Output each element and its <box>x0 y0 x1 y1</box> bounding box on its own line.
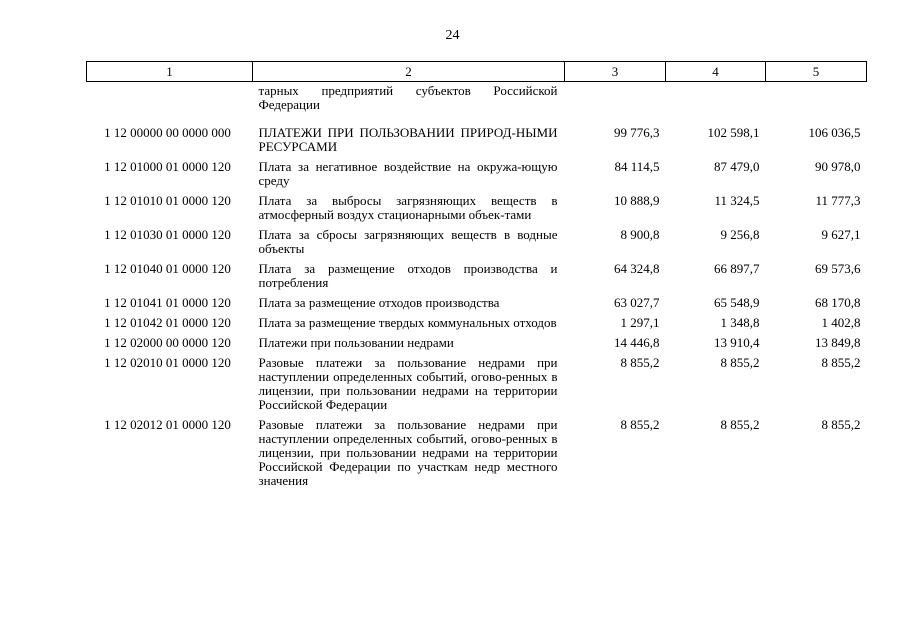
row-name: Платежи при пользовании недрами <box>258 335 454 350</box>
row-value-col4: 11 324,5 <box>714 193 760 208</box>
row-value-col4: 87 479,0 <box>714 159 760 174</box>
row-code: 1 12 02012 01 0000 120 <box>104 417 231 432</box>
row-value-col5: 9 627,1 <box>821 227 861 242</box>
table-row <box>87 194 867 228</box>
row-name: ПЛАТЕЖИ ПРИ ПОЛЬЗОВАНИИ ПРИРОД-НЫМИ РЕСУРСАМИ <box>258 125 558 154</box>
row-code: 1 12 01010 01 0000 120 <box>104 193 231 208</box>
row-code: 1 12 01041 01 0000 120 <box>104 295 231 310</box>
page-number: 24 <box>445 28 460 43</box>
row-code: 1 12 01040 01 0000 120 <box>104 261 231 276</box>
row-name: Плата за выбросы загрязняющих веществ в атмосферный воздух стационарными объек-тами <box>258 193 558 222</box>
table-row <box>87 356 867 418</box>
row-name: Разовые платежи за пользование недрами при наступлении определенных событий, огово-ренных в лицензии, при пользовании недрами на территории Российской Федерации по участкам недр местного значения <box>258 417 558 488</box>
row-value-col5: 106 036,5 <box>808 125 861 140</box>
table-row <box>87 228 867 262</box>
budget-table <box>86 61 867 494</box>
row-value-col4: 8 855,2 <box>720 355 760 370</box>
header-row <box>87 62 867 82</box>
row-value-col5: 68 170,8 <box>815 295 861 310</box>
row-value-col5: 8 855,2 <box>821 417 861 432</box>
row-name: Плата за сбросы загрязняющих веществ в водные объекты <box>258 227 558 256</box>
table-row <box>87 126 867 160</box>
row-value-col3: 99 776,3 <box>614 125 660 140</box>
header-col-3: 3 <box>565 62 666 82</box>
row-value-col4: 13 910,4 <box>714 335 760 350</box>
row-value-col3: 8 855,2 <box>620 355 660 370</box>
header-col-1: 1 <box>87 62 253 82</box>
row-code: 1 12 00000 00 0000 000 <box>104 125 231 140</box>
header-col-2: 2 <box>253 62 565 82</box>
row-code: 1 12 01042 01 0000 120 <box>104 315 231 330</box>
table-row <box>87 316 867 336</box>
row-value-col5: 90 978,0 <box>815 159 861 174</box>
row-value-col3: 8 900,8 <box>620 227 660 242</box>
row-code: 1 12 02000 00 0000 120 <box>104 335 231 350</box>
row-name: Плата за негативное воздействие на окружа-ющую среду <box>258 159 558 188</box>
continuation-row <box>87 82 867 127</box>
row-value-col3: 64 324,8 <box>614 261 660 276</box>
row-value-col4: 102 598,1 <box>707 125 760 140</box>
row-value-col4: 1 348,8 <box>720 315 760 330</box>
row-name: Плата за размещение отходов производства и потребления <box>258 261 558 290</box>
row-name: Разовые платежи за пользование недрами при наступлении определенных событий, огово-ренных в лицензии, при пользовании недрами на территории Российской Федерации <box>258 355 558 412</box>
row-value-col5: 69 573,6 <box>815 261 861 276</box>
row-value-col3: 84 114,5 <box>614 159 660 174</box>
row-value-col4: 8 855,2 <box>720 417 760 432</box>
row-value-col3: 8 855,2 <box>620 417 660 432</box>
row-value-col3: 1 297,1 <box>620 315 660 330</box>
row-value-col3: 10 888,9 <box>614 193 660 208</box>
row-code: 1 12 01000 01 0000 120 <box>104 159 231 174</box>
table-row <box>87 418 867 494</box>
row-value-col3: 14 446,8 <box>614 335 660 350</box>
row-value-col4: 66 897,7 <box>714 261 760 276</box>
table-row <box>87 262 867 296</box>
header-col-5: 5 <box>766 62 867 82</box>
row-value-col5: 1 402,8 <box>821 315 861 330</box>
continuation-text: тарных предприятий субъектов Российской Федерации <box>258 83 558 112</box>
table-row <box>87 336 867 356</box>
row-value-col3: 63 027,7 <box>614 295 660 310</box>
row-value-col4: 9 256,8 <box>720 227 760 242</box>
row-name: Плата за размещение твердых коммунальных отходов <box>258 315 557 330</box>
row-code: 1 12 01030 01 0000 120 <box>104 227 231 242</box>
row-value-col5: 11 777,3 <box>815 193 861 208</box>
row-code: 1 12 02010 01 0000 120 <box>104 355 231 370</box>
row-value-col5: 13 849,8 <box>815 335 861 350</box>
table-row <box>87 160 867 194</box>
row-value-col4: 65 548,9 <box>714 295 760 310</box>
table-row <box>87 296 867 316</box>
row-value-col5: 8 855,2 <box>821 355 861 370</box>
header-col-4: 4 <box>666 62 766 82</box>
row-name: Плата за размещение отходов производства <box>258 295 500 310</box>
